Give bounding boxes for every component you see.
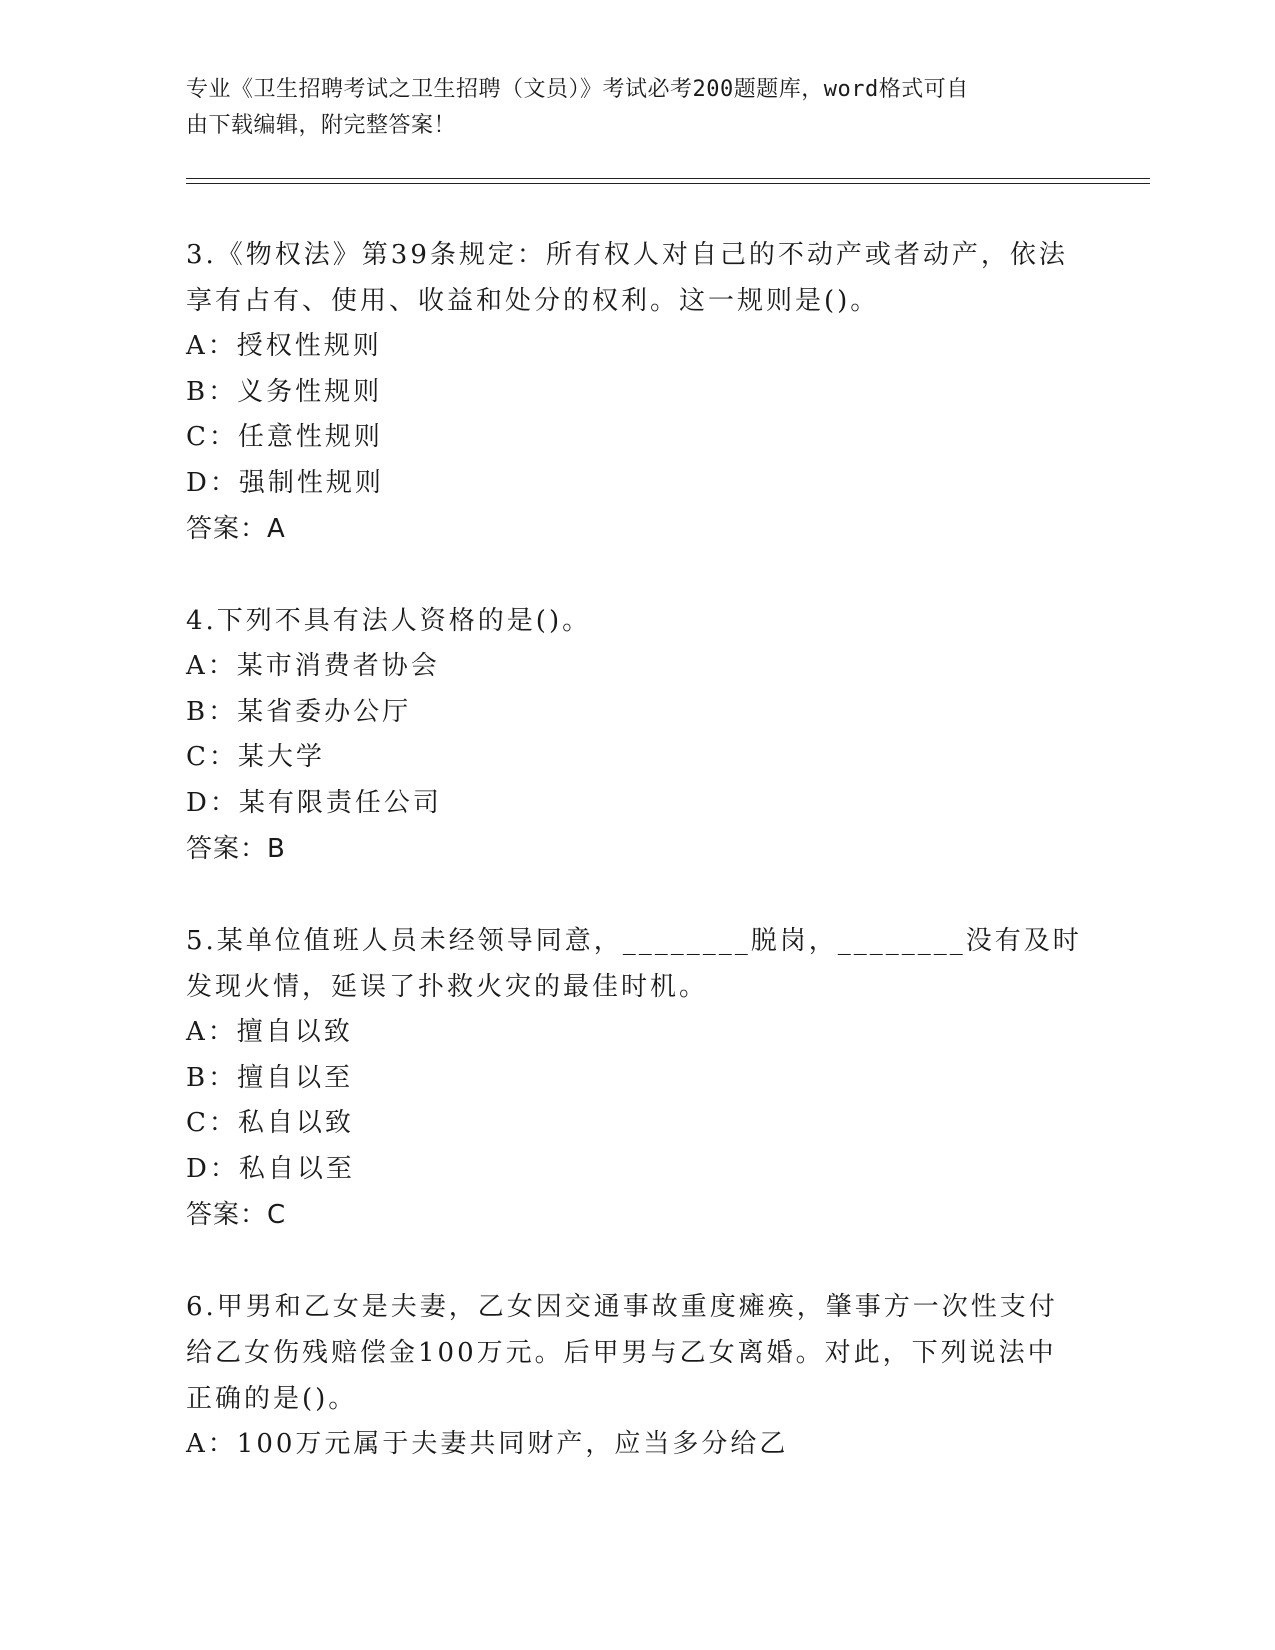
- header-divider-bottom: [186, 183, 1150, 184]
- question-stem-line: 5.某单位值班人员未经领导同意，________脱岗，________没有及时: [186, 926, 1082, 956]
- header-divider-top: [186, 178, 1150, 179]
- option-a: A：授权性规则: [186, 331, 382, 361]
- question-stem-line: 4.下列不具有法人资格的是()。: [186, 606, 592, 636]
- option-d: D：某有限责任公司: [186, 787, 442, 818]
- question-list: [186, 232, 1086, 1514]
- header-line-1: 专业《卫生招聘考试之卫生招聘（文员）》考试必考200题题库，word格式可自: [186, 77, 969, 102]
- answer: 答案：B: [186, 834, 286, 864]
- question-6: [186, 1284, 1086, 1468]
- option-d: D：强制性规则: [186, 467, 384, 498]
- question-stem-line: 3.《物权法》第39条规定：所有权人对自己的不动产或者动产，依法: [186, 240, 1068, 270]
- question-stem-line: 6.甲男和乙女是夫妻，乙女因交通事故重度瘫痪，肇事方一次性支付: [186, 1292, 1058, 1322]
- question-stem-line: 发现火情，延误了扑救火灾的最佳时机。: [186, 972, 709, 1002]
- option-d: D：私自以至: [186, 1153, 355, 1184]
- option-a: A：某市消费者协会: [186, 651, 440, 681]
- question-4: [186, 598, 1086, 872]
- option-b: B：擅自以至: [186, 1062, 354, 1093]
- header-line-2: 由下载编辑，附完整答案！: [186, 113, 457, 138]
- option-c: C：某大学: [186, 742, 325, 772]
- answer: 答案：C: [186, 1200, 287, 1230]
- document-header: [186, 72, 1066, 144]
- question-stem-line: 给乙女伤残赔偿金100万元。后甲男与乙女离婚。对此，下列说法中: [186, 1338, 1057, 1368]
- answer: 答案：A: [186, 514, 286, 544]
- option-c: C：任意性规则: [186, 422, 383, 452]
- question-stem-line: 享有占有、使用、收益和处分的权利。这一规则是()。: [186, 286, 880, 316]
- option-a: A：擅自以致: [186, 1017, 353, 1047]
- option-b: B：某省委办公厅: [186, 696, 412, 727]
- option-a: A：100万元属于夫妻共同财产，应当多分给乙: [186, 1429, 789, 1459]
- question-stem-line: 正确的是()。: [186, 1384, 358, 1414]
- question-3: [186, 232, 1086, 552]
- option-b: B：义务性规则: [186, 376, 383, 407]
- question-5: [186, 918, 1086, 1238]
- option-c: C：私自以致: [186, 1108, 354, 1138]
